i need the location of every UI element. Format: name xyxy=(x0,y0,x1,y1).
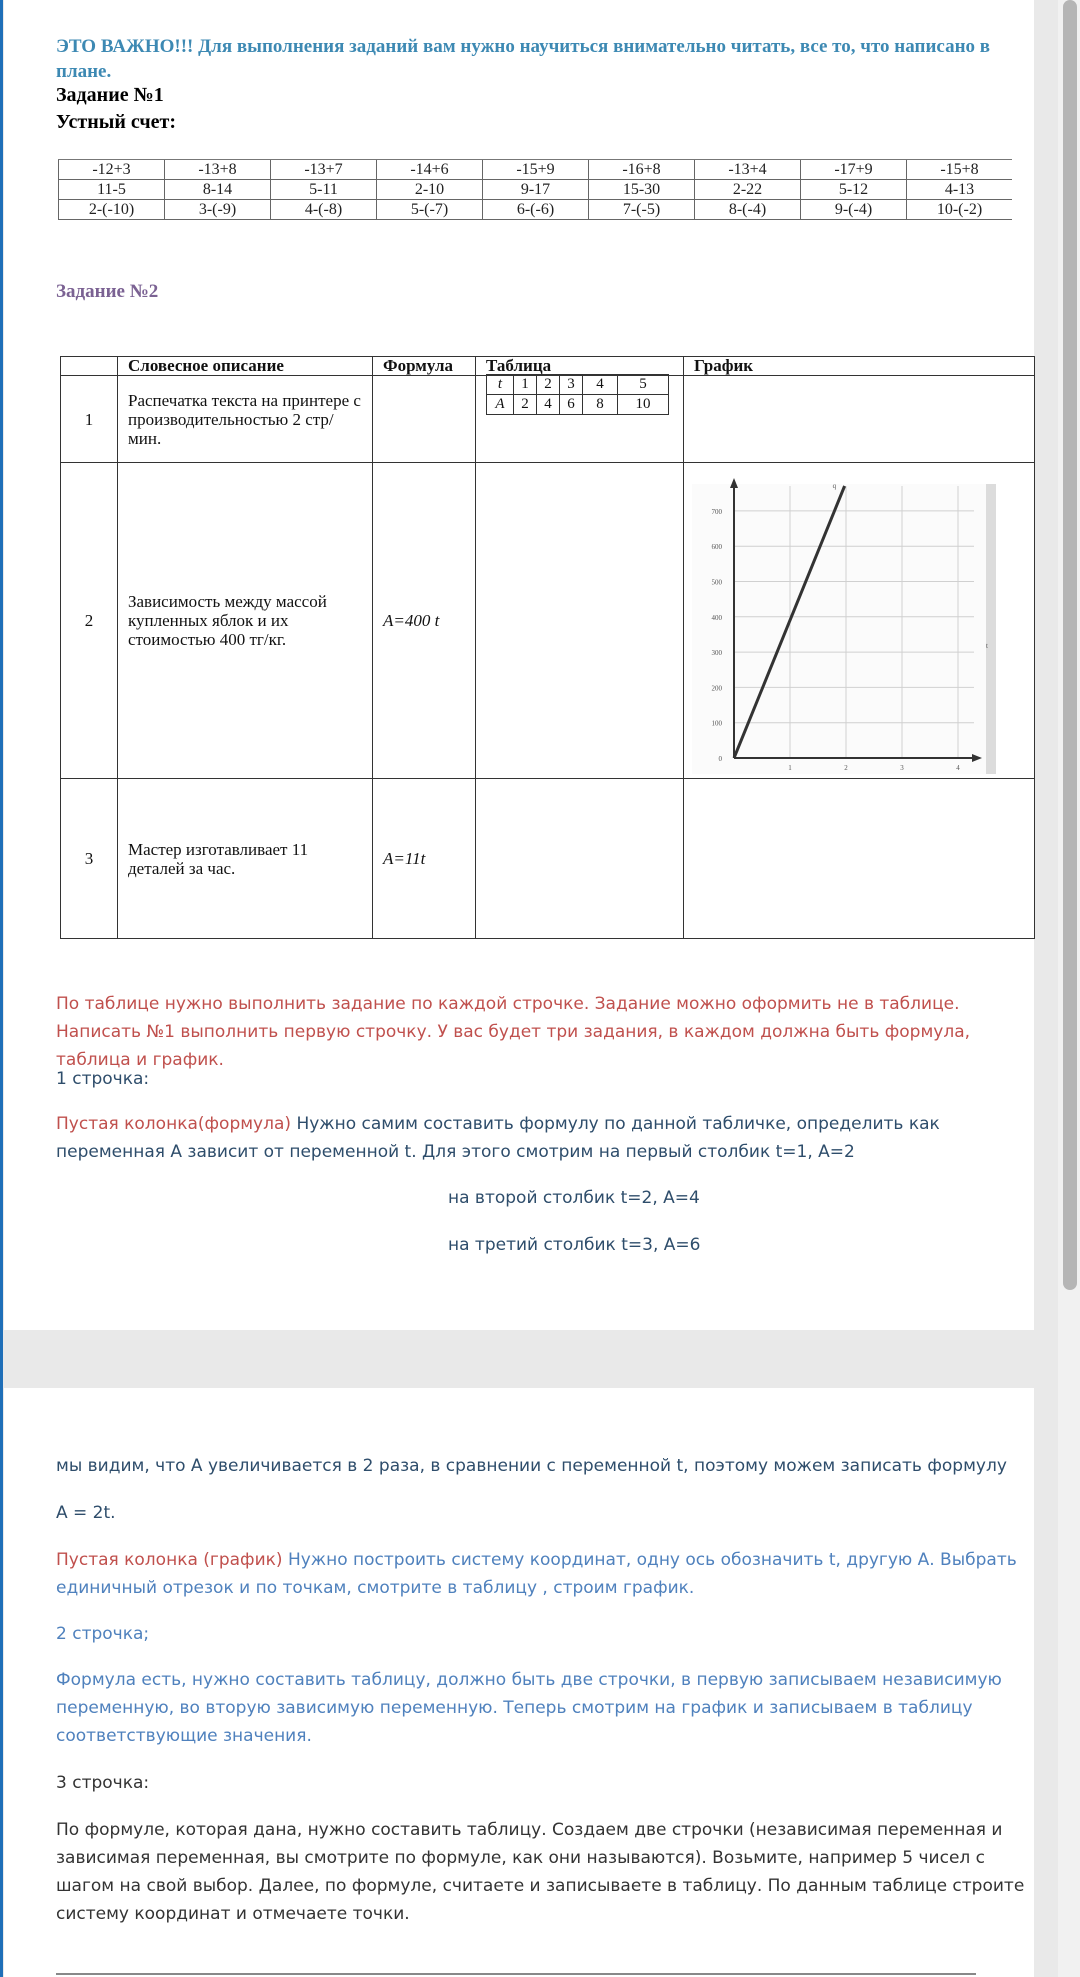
oral-cell: -16+8 xyxy=(589,160,695,180)
mini-cell: 4 xyxy=(583,375,618,395)
oral-cell: 6-(-6) xyxy=(483,200,589,220)
empty-graph-column-label: Пустая колонка (график) xyxy=(56,1550,283,1570)
graph-instruction-text: Нужно построить систему координат, одну ось обозначить t, другую А. Выбрать единичный отрезок и по точкам, смотрите в таблицу , строим график. xyxy=(56,1550,1017,1598)
oral-cell: -14+6 xyxy=(377,160,483,180)
x-tick-label: 3 xyxy=(900,763,904,772)
oral-cell: -15+8 xyxy=(907,160,1013,180)
mini-cell: 8 xyxy=(583,395,618,415)
mini-cell: 4 xyxy=(537,395,560,415)
oral-cell: 10-(-2) xyxy=(907,200,1013,220)
row-formula xyxy=(373,376,476,463)
y-tick-label: 400 xyxy=(711,613,722,622)
row1-heading: 1 строчка: xyxy=(56,1069,150,1089)
row2-heading: 2 строчка; xyxy=(56,1624,150,1644)
oral-count-table xyxy=(58,159,1012,220)
row1-explanation xyxy=(56,1110,1026,1166)
row-graph-cell xyxy=(684,779,1035,939)
table-row xyxy=(61,376,1035,463)
row2-explanation: Формула есть, нужно составить таблицу, должно быть две строчки, в первую записываем независимую переменную, во вторую зависимую переменную. Теперь смотрим на график и записываем в таблицу соответствующие значения. xyxy=(56,1670,1002,1746)
oral-cell: 9-17 xyxy=(483,180,589,200)
instruction-text: По таблице нужно выполнить задание по каждой строчке. Задание можно оформить не в таблице. Написать №1 выполнить первую строчку. У вас будет три задания, в каждом должна быть формула, таблица и график. xyxy=(56,994,971,1070)
left-border-line xyxy=(0,0,3,1977)
mini-cell: 3 xyxy=(560,375,583,395)
scrollbar-thumb[interactable] xyxy=(1063,0,1077,1290)
oral-count-title: Устный счет: xyxy=(56,111,176,133)
mini-table xyxy=(486,374,669,415)
header-table: Таблица xyxy=(476,357,684,376)
mini-table-row-t xyxy=(487,375,669,395)
oral-cell: -13+4 xyxy=(695,160,801,180)
oral-cell: 9-(-4) xyxy=(801,200,907,220)
oral-cell: -17+9 xyxy=(801,160,907,180)
row-graph-cell xyxy=(684,376,1035,463)
graph-line-label: q xyxy=(832,481,837,490)
graph-background xyxy=(692,481,992,774)
oral-cell: 4-(-8) xyxy=(271,200,377,220)
oral-cell: 15-30 xyxy=(589,180,695,200)
task2-title: Задание №2 xyxy=(56,281,159,302)
oral-cell: -15+9 xyxy=(483,160,589,180)
oral-cell: 11-5 xyxy=(59,180,165,200)
graph-instruction xyxy=(56,1546,1026,1602)
conclusion-text: мы видим, что А увеличивается в 2 раза, в сравнении с переменной t, поэтому можем записать формулу xyxy=(56,1456,1007,1476)
oral-cell: 2-10 xyxy=(377,180,483,200)
row3-explanation: По формуле, которая дана, нужно составить таблицу. Создаем две строчки (независимая переменная и зависимая переменная, вы смотрите по формуле, как они называются). Возьмите, например 5 чисел с шагом на свой выбор. Далее, по формуле, считаете и записываете в таблицу. По данным таблице строите систему координат и отмечаете точки. xyxy=(56,1820,1025,1924)
mini-cell: A xyxy=(487,395,514,415)
y-axis-arrow xyxy=(730,478,738,488)
graph-edge-shade xyxy=(986,484,996,774)
oral-cell: -13+8 xyxy=(165,160,271,180)
mini-cell: 2 xyxy=(514,395,537,415)
y-tick-label: 300 xyxy=(711,648,722,657)
row-description: Мастер изготавливает 11 деталей за час. xyxy=(118,779,373,939)
y-tick-label: 500 xyxy=(711,578,722,586)
y-tick-label: 700 xyxy=(711,507,722,516)
table-row xyxy=(61,463,1035,779)
oral-cell: -12+3 xyxy=(59,160,165,180)
mini-cell: 1 xyxy=(514,375,537,395)
scrollbar-track[interactable] xyxy=(1058,0,1080,1977)
oral-cell: 2-22 xyxy=(695,180,801,200)
header-description: Словесное описание xyxy=(118,357,373,376)
mini-table-row-a xyxy=(487,395,669,415)
mini-cell: 2 xyxy=(537,375,560,395)
oral-cell: 8-14 xyxy=(165,180,271,200)
row-description: Распечатка текста на принтере с производительностью 2 стр/мин. xyxy=(118,376,373,463)
third-column-note: на третий столбик t=3, A=6 xyxy=(448,1235,701,1255)
row-number: 3 xyxy=(61,779,118,939)
table-row xyxy=(61,779,1035,939)
oral-row xyxy=(59,200,1013,220)
formula-result: А = 2t. xyxy=(56,1503,116,1523)
second-column-note: на второй столбик t=2, A=4 xyxy=(448,1188,700,1208)
oral-cell: -13+7 xyxy=(271,160,377,180)
row1-explanation-text: Нужно самим составить формулу по данной табличке, определить как переменная А зависит от переменной t. Для этого смотрим на первый столбик t=1, A=2 xyxy=(56,1114,940,1162)
table-header-row xyxy=(61,357,1035,376)
y-tick-label: 0 xyxy=(718,754,722,763)
task2-table xyxy=(60,356,1035,939)
y-tick-label: 100 xyxy=(711,719,722,728)
mini-cell: 10 xyxy=(618,395,669,415)
row-description: Зависимость между массой купленных яблок и их стоимостью 400 тг/кг. xyxy=(118,463,373,779)
oral-cell: 7-(-5) xyxy=(589,200,695,220)
header-num xyxy=(61,357,118,376)
row-table-cell xyxy=(476,463,684,779)
row3-heading: 3 строчка: xyxy=(56,1773,150,1793)
x-tick-label: 2 xyxy=(844,763,848,772)
x-axis-label: t xyxy=(986,641,988,650)
header-formula: Формула xyxy=(373,357,476,376)
y-tick-label: 200 xyxy=(711,683,722,692)
mini-cell: 5 xyxy=(618,375,669,395)
oral-cell: 5-(-7) xyxy=(377,200,483,220)
oral-row xyxy=(59,180,1013,200)
oral-cell: 2-(-10) xyxy=(59,200,165,220)
row-formula: A=11t xyxy=(373,779,476,939)
oral-cell: 3-(-9) xyxy=(165,200,271,220)
row-formula: A=400 t xyxy=(373,463,476,779)
row-table-cell xyxy=(476,376,684,463)
bottom-divider xyxy=(56,1973,976,1975)
oral-cell: 5-12 xyxy=(801,180,907,200)
mini-cell: 6 xyxy=(560,395,583,415)
oral-row xyxy=(59,160,1013,180)
price-graph xyxy=(684,474,1014,774)
oral-cell: 5-11 xyxy=(271,180,377,200)
row-table-cell xyxy=(476,779,684,939)
task1-title: Задание №1 xyxy=(56,84,164,106)
mini-cell: t xyxy=(487,375,514,395)
y-tick-label: 600 xyxy=(711,542,722,551)
important-note: ЭТО ВАЖНО!!! Для выполнения заданий вам нужно научиться внимательно читать, все то, что написано в плане. xyxy=(56,36,991,82)
header-graph: График xyxy=(684,357,1035,376)
oral-cell: 8-(-4) xyxy=(695,200,801,220)
row-number: 2 xyxy=(61,463,118,779)
oral-cell: 4-13 xyxy=(907,180,1013,200)
row-graph-cell xyxy=(684,463,1035,779)
x-tick-label: 1 xyxy=(788,763,792,772)
row-number: 1 xyxy=(61,376,118,463)
empty-formula-column-label: Пустая колонка(формула) xyxy=(56,1114,292,1134)
x-tick-label: 4 xyxy=(956,763,960,772)
